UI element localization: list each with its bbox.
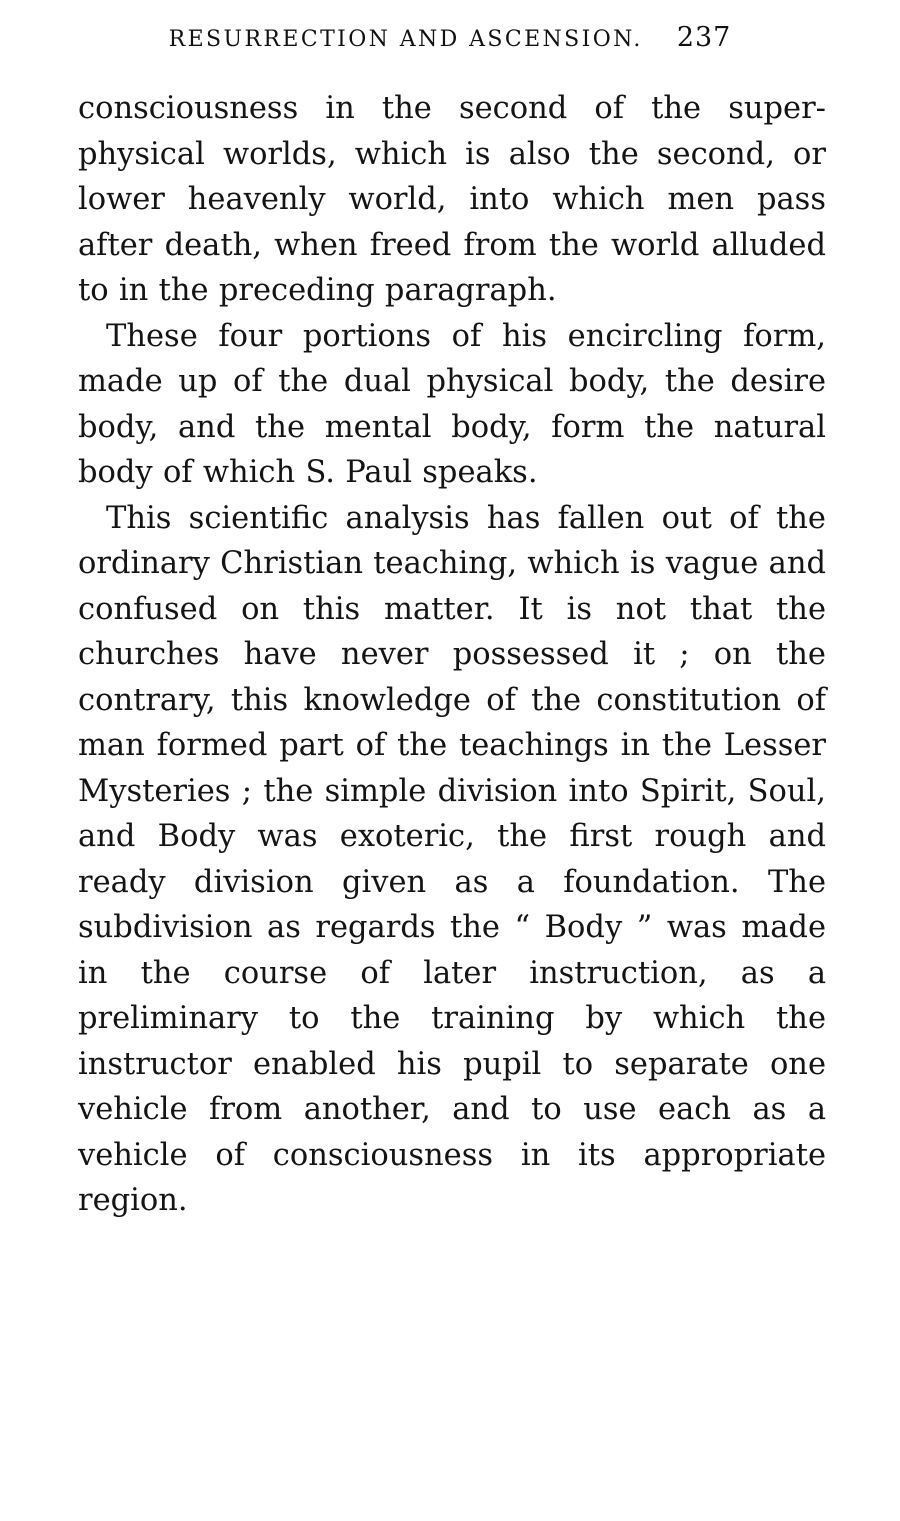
running-head-title: RESURRECTION AND ASCENSION. (168, 27, 643, 52)
running-head (80, 22, 820, 53)
paragraph-3: This scientific analysis has fallen out of the ordinary Christian teaching, which is vague and confused on this matter. It is not that the churches have never possessed it ; on the contrary, this knowledge of the constitution of man formed part of the teachings in the Lesser Mysteries ; the simple division into Spirit, Soul, and Body was exoteric, the first rough and ready division given as a foundation. The subdivision as regards the “ Body ” was made in the course of later instruction, as a preliminary to the training by which the instructor enabled his pupil to separate one vehicle from another, and to use each as a vehicle of consciousness in its appropriate region. (78, 500, 826, 1218)
paragraph-2: These four portions of his encircling form, made up of the dual physical body, the desire body, and the mental body, form the natural body of which S. Paul speaks. (78, 318, 826, 490)
paragraph-1: consciousness in the second of the super-physical worlds, which is also the second, or lower heavenly world, into which men pass after death, when freed from the world alluded to in the preceding paragraph. (78, 91, 826, 308)
page-number: 237 (676, 22, 732, 53)
body-text-column (78, 86, 826, 1224)
